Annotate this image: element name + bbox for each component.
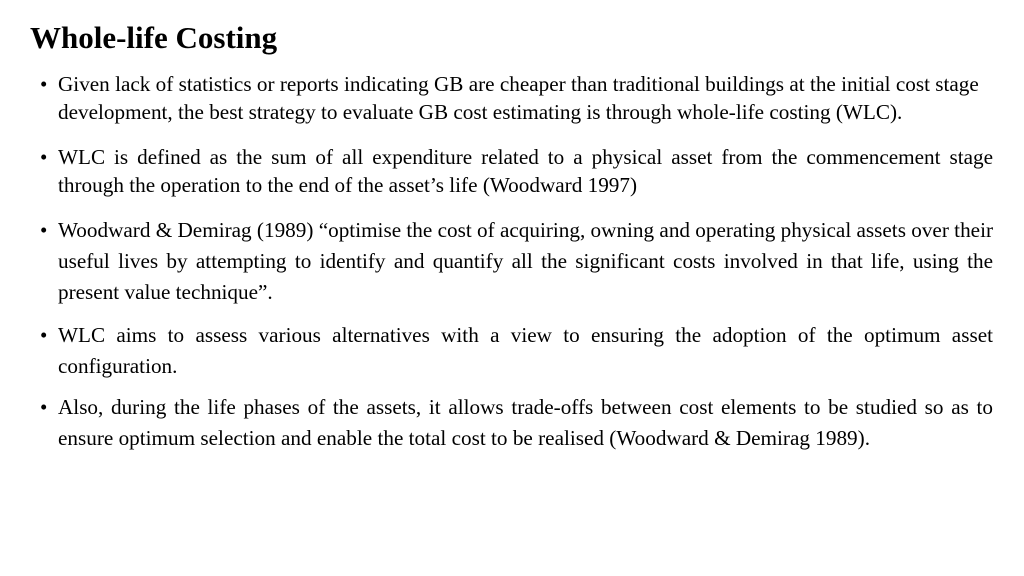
bullet-icon: • [40, 145, 48, 169]
bullet-text: Woodward & Demirag (1989) “optimise the cost of acquiring, owning and operating physical assets over their useful lives by attempting to identify and quantify all the significant costs involved in that life, using the present value technique”. [58, 218, 994, 304]
bullet-item [30, 144, 993, 199]
bullet-text: Also, during the life phases of the assets, it allows trade-offs between cost elements to be studied so as to ensure optimum selection and enable the total cost to be realised (Woodward & Demirag 1989). [58, 395, 993, 450]
bullet-icon: • [40, 395, 48, 419]
bullet-text: WLC is defined as the sum of all expenditure related to a physical asset from the commencement stage through the operation to the end of the asset’s life (Woodward 1997) [58, 145, 993, 197]
bullet-text: WLC aims to assess various alternatives with a view to ensuring the adoption of the optimum asset configuration. [58, 323, 993, 378]
bullet-icon: • [40, 218, 48, 242]
bullet-icon: • [40, 323, 48, 347]
bullet-item [30, 215, 993, 308]
bullet-list [30, 71, 993, 454]
bullet-text: Given lack of statistics or reports indicating GB are cheaper than traditional buildings at the initial cost stage development, the best strategy to evaluate GB cost estimating is through whole-life costing (WLC). [58, 72, 979, 124]
slide-title: Whole-life Costing [30, 20, 278, 55]
bullet-item [30, 71, 993, 126]
bullet-item [30, 392, 993, 454]
bullet-icon: • [40, 72, 48, 96]
bullet-item [30, 320, 993, 382]
